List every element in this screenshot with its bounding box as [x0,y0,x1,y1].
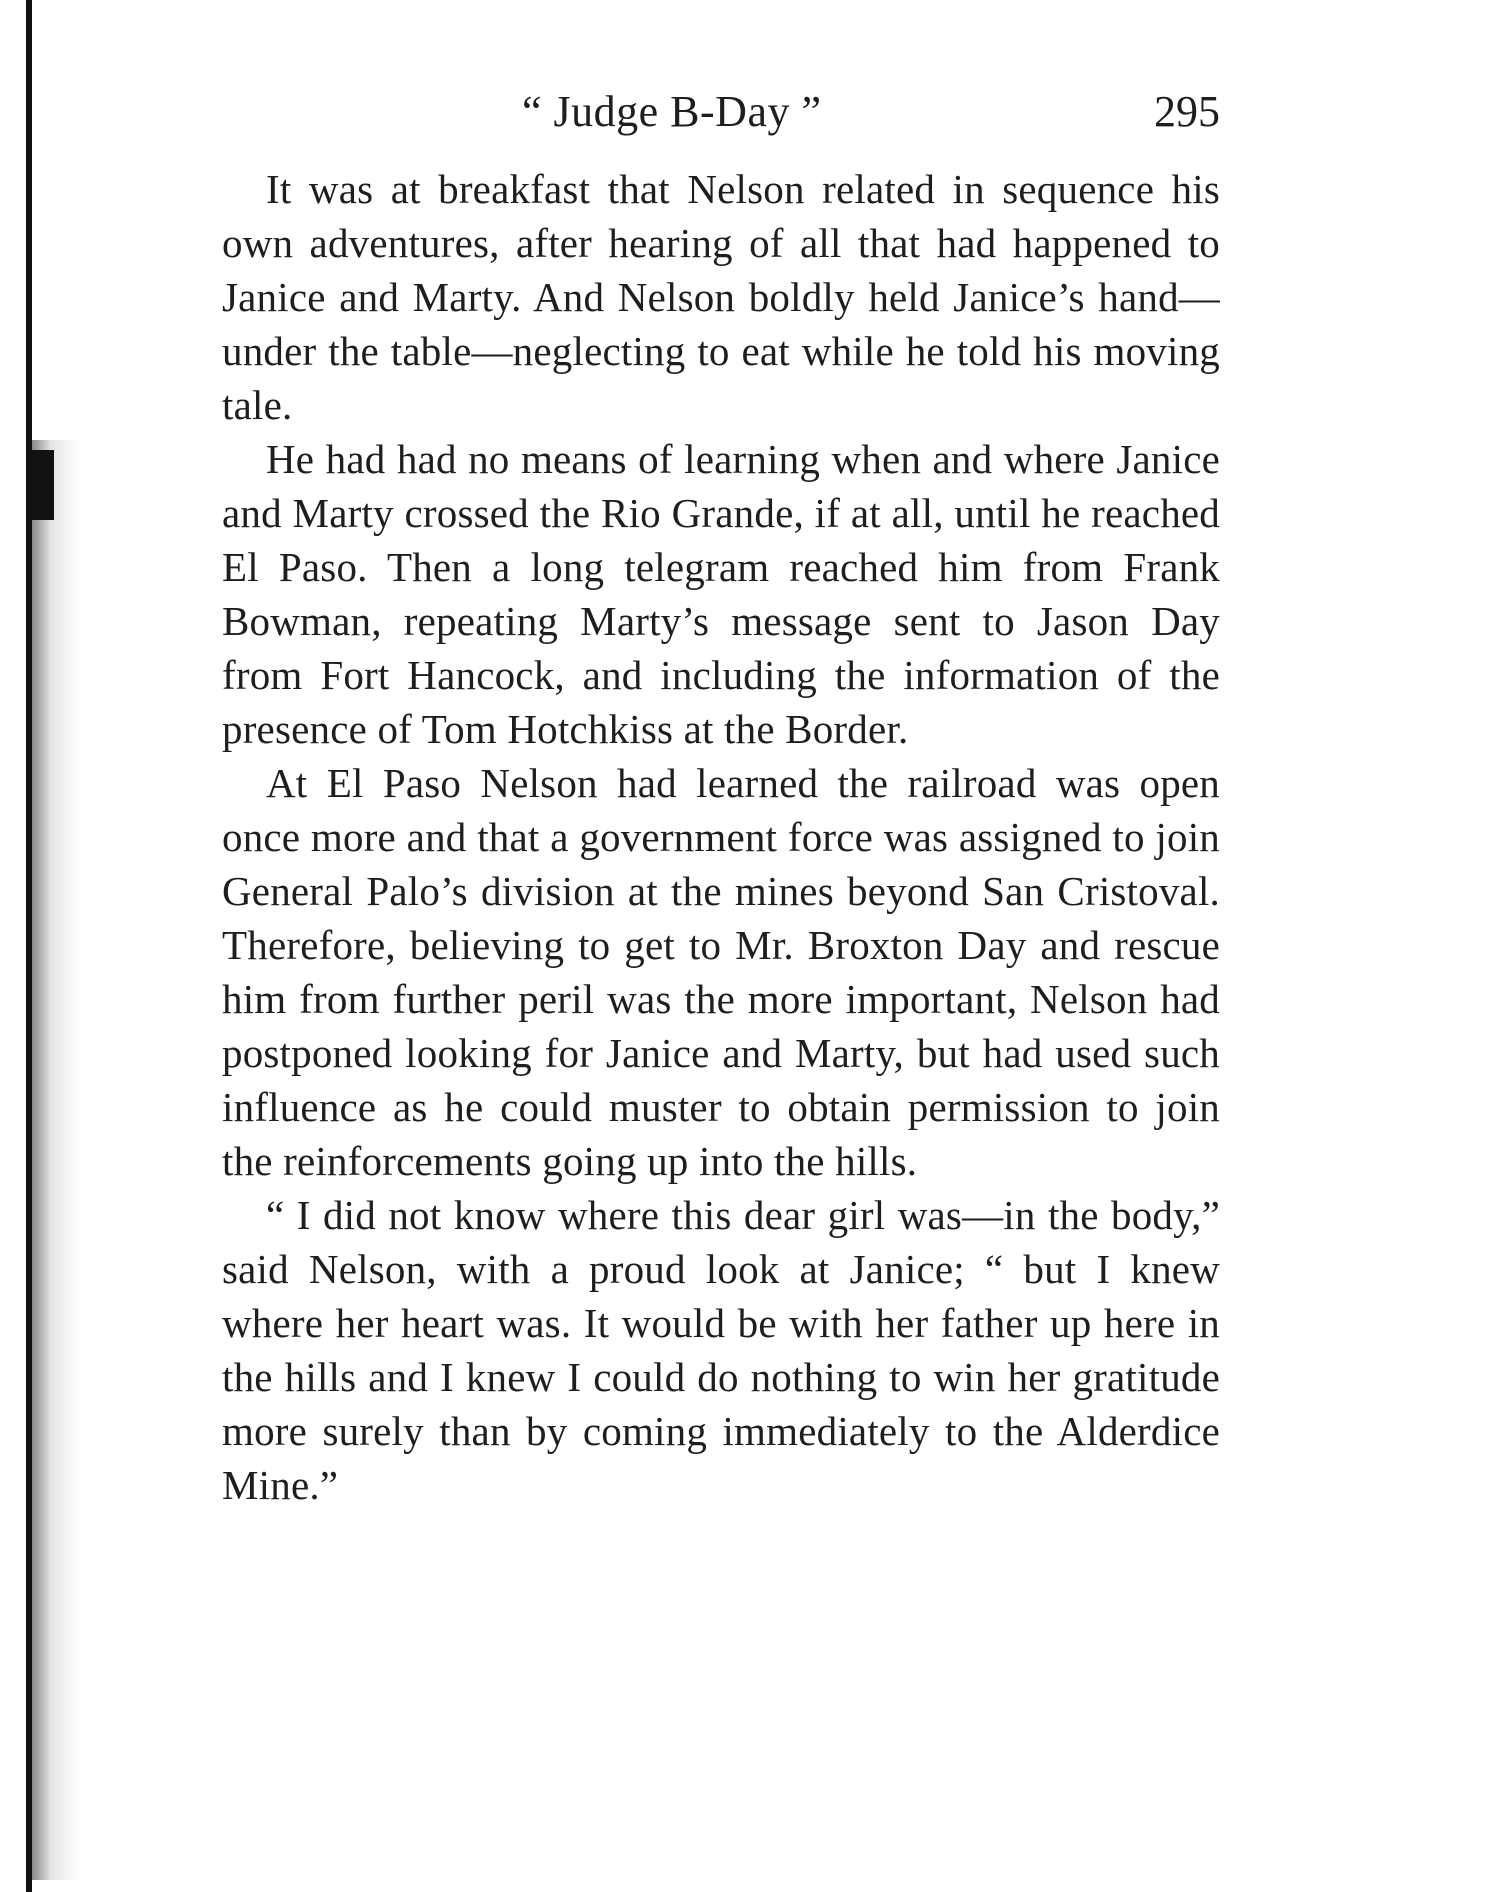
paragraph: He had had no means of learning when and where Janice and Marty crossed the Rio Grande, if at all, until he reached El Paso. Then a long telegram reached him from Frank Bowman, repeating Marty’s message sent to Jason Day from Fort Hancock, and including the information of the presence of Tom Hotchkiss at the Border. [222,436,1220,752]
paragraph: “ I did not know where this dear girl was—in the body,” said Nelson, with a proud look at Janice; “ but I knew where her heart was. It would be with her father up here in the hills and I knew I could do nothing to win her gratitude more surely than by coming immediately to the Alderdice Mine.” [222,1192,1220,1508]
binding-mark [32,450,54,520]
paragraph: It was at breakfast that Nelson related in sequence his own adventures, after hearing of all that had happened to Janice and Marty. And Nelson boldly held Janice’s hand—under the table—neglecting to eat while he told his moving tale. [222,166,1220,428]
paragraph: At El Paso Nelson had learned the railroad was open once more and that a government force was assigned to join General Palo’s division at the mines beyond San Cristoval. Therefore, believing to get to Mr. Broxton Day and rescue him from further peril was the more important, Nelson had postponed looking for Janice and Marty, but had used such influence as he could muster to obtain permission to join the reinforcements going up into the hills. [222,760,1220,1184]
running-title: “ Judge B-Day ” [522,87,822,136]
binding-shadow [32,440,80,1880]
running-header [222,82,1220,142]
page-number: 295 [1154,87,1220,136]
body-text [222,162,1220,1512]
